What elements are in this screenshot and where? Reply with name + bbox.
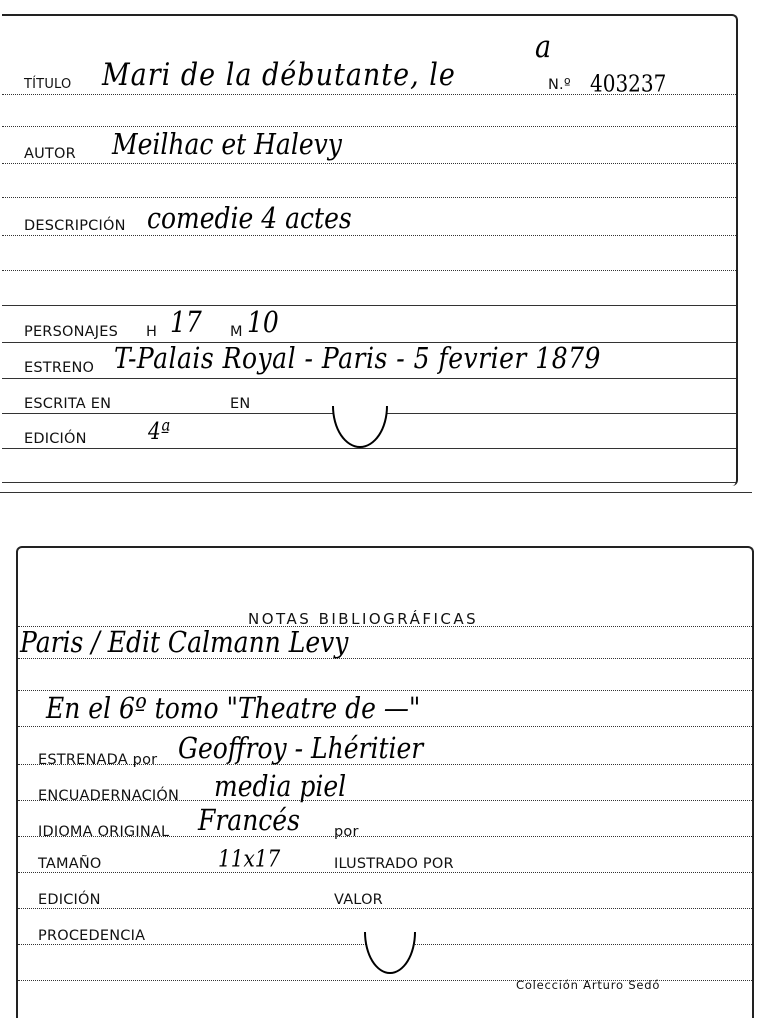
personajes-h-label: H: [146, 324, 158, 340]
rule-line: [2, 482, 736, 483]
rule-line: [2, 378, 736, 379]
card-edge-line: [0, 492, 752, 493]
autor-value: Meilhac et Halevy: [112, 127, 342, 161]
rule-line: [18, 908, 752, 909]
notas-heading: NOTAS BIBLIOGRÁFICAS: [248, 610, 479, 628]
catalog-card-top: [2, 14, 738, 486]
rule-line: [18, 726, 752, 727]
rule-line: [18, 872, 752, 873]
descripcion-value: comedie 4 actes: [147, 201, 352, 235]
punch-hole: [364, 932, 416, 974]
tamano-value: 11x17: [218, 844, 281, 872]
estrenada-por-label: ESTRENADA por: [38, 752, 158, 768]
hombres-value: 17: [170, 305, 202, 339]
numero-value: 403237: [590, 69, 667, 97]
ilustrado-por-label: ILUSTRADO POR: [334, 856, 454, 872]
catalog-card-bottom: [16, 546, 754, 1018]
estrenada-por-value: Geoffroy - Lhéritier: [178, 731, 424, 765]
collection-stamp: Colección Arturo Sedó: [516, 978, 661, 992]
nota-line-2: En el 6º tomo "Theatre de —": [46, 691, 421, 725]
idioma-original-value: Francés: [198, 803, 300, 837]
encuadernacion-value: media piel: [214, 769, 347, 803]
edicion-value: 4ª: [148, 417, 171, 445]
autor-label: AUTOR: [24, 146, 76, 162]
annotation-mark: a: [535, 29, 552, 65]
titulo-label: TÍTULO: [24, 77, 72, 92]
edicion-label: EDICIÓN: [24, 431, 87, 447]
rule-line: [2, 235, 736, 236]
rule-line: [2, 197, 736, 198]
mujeres-value: 10: [247, 305, 279, 339]
rule-line: [2, 163, 736, 164]
tamano-label: TAMAÑO: [38, 856, 102, 872]
valor-label: VALOR: [334, 892, 383, 908]
edicion-label: EDICIÓN: [38, 892, 101, 908]
descripcion-label: DESCRIPCIÓN: [24, 218, 126, 234]
numero-label: N.º: [548, 77, 571, 93]
nota-line-1: Paris / Edit Calmann Levy: [20, 625, 349, 659]
estreno-value: T-Palais Royal - Paris - 5 fevrier 1879: [114, 341, 601, 375]
escrita-en-label: ESCRITA EN: [24, 396, 112, 412]
personajes-m-label: M: [230, 324, 243, 340]
encuadernacion-label: ENCUADERNACIÓN: [38, 788, 180, 804]
por-label: por: [334, 824, 359, 840]
estreno-label: ESTRENO: [24, 360, 95, 376]
en-label: EN: [230, 396, 251, 412]
idioma-original-label: IDIOMA ORIGINAL: [38, 824, 170, 840]
titulo-value: Mari de la débutante, le: [102, 57, 456, 93]
rule-line: [2, 270, 736, 271]
personajes-label: PERSONAJES: [24, 324, 119, 340]
rule-line: [2, 448, 736, 449]
rule-line: [2, 305, 736, 306]
procedencia-label: PROCEDENCIA: [38, 928, 146, 944]
punch-hole: [332, 406, 388, 448]
